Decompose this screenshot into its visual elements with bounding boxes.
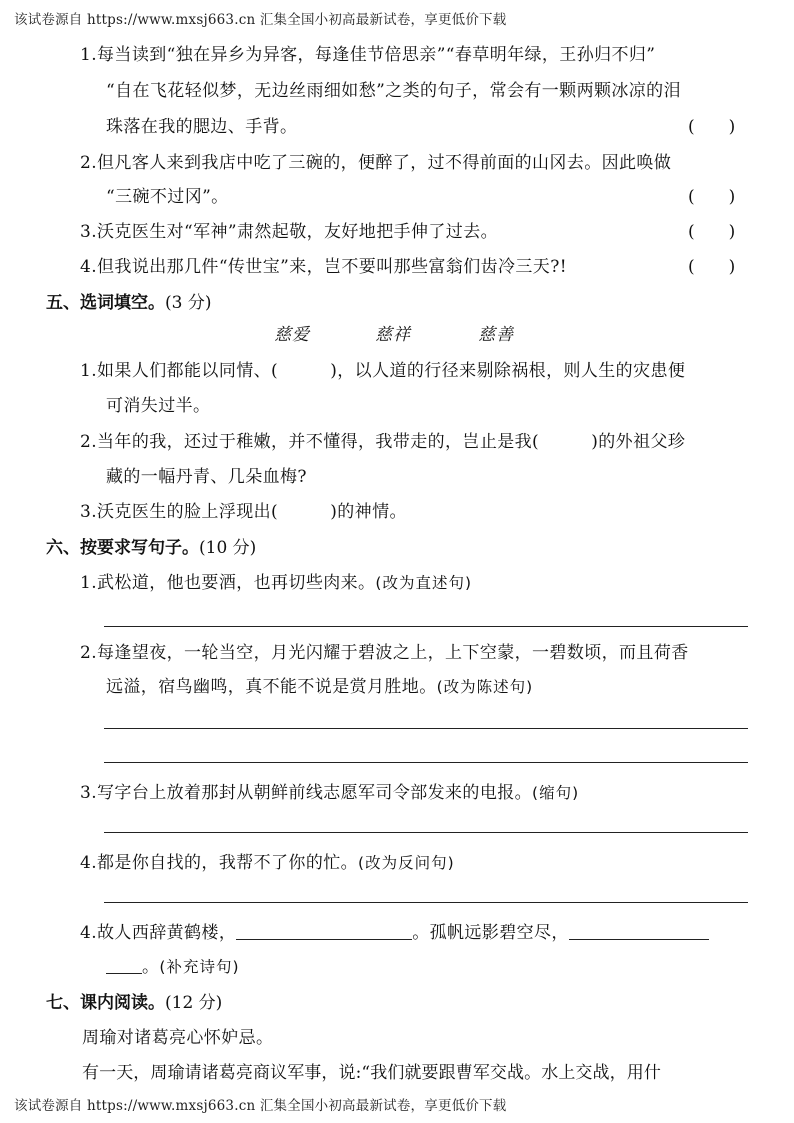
- section7-heading: [46, 988, 222, 1013]
- section-title: 七、课内阅读。: [46, 993, 165, 1013]
- source-banner: 该试卷源自 https://www.mxsj663.cn 汇集全国小初高最新试卷，享更低价下载: [14, 1098, 507, 1114]
- section6-heading: [46, 533, 256, 558]
- word-option: 慈善: [478, 325, 514, 345]
- question-line: 4.但我说出那几件“传世宝”来，岂不要叫那些富翁们齿冷三天?!: [80, 257, 567, 277]
- question-requirement: (补充诗句): [159, 958, 240, 976]
- question-requirement: (缩句): [532, 784, 580, 802]
- question-line: 3.沃克医生的脸上浮现出( )的神情。: [80, 502, 407, 522]
- word-option: 慈祥: [375, 325, 411, 345]
- question-line: 3.沃克医生对“军神”肃然起敬，友好地把手伸了过去。: [80, 222, 499, 242]
- section-points: (10 分): [199, 538, 257, 558]
- question-line: “自在飞花轻似梦，无边丝雨细如愁”之类的句子，常会有一颗两颗冰凉的泪: [106, 81, 681, 101]
- answer-line[interactable]: [104, 902, 748, 903]
- answer-line[interactable]: [104, 832, 748, 833]
- question-line: “三碗不过冈”。: [106, 187, 229, 207]
- section5-heading: [46, 288, 211, 313]
- section-title: 六、按要求写句子。: [46, 538, 199, 558]
- question-requirement: (改为直述句): [375, 574, 473, 592]
- reading-paragraph: 有一天，周瑜请诸葛亮商议军事，说:“我们就要跟曹军交战。水上交战，用什: [82, 1063, 661, 1083]
- question-text: 4.都是你自找的，我帮不了你的忙。: [80, 853, 359, 873]
- word-option: 慈爱: [274, 325, 310, 345]
- section6-question-3: [80, 778, 579, 803]
- poem-blank[interactable]: [569, 923, 709, 940]
- question-line: 珠落在我的腮边、手背。: [106, 117, 298, 137]
- question-line: 藏的一幅丹青、几朵血梅?: [106, 467, 307, 487]
- answer-bracket[interactable]: ( ): [688, 117, 736, 137]
- section6-question-4: [80, 848, 455, 873]
- section6-question-5: [80, 918, 709, 943]
- answer-line[interactable]: [104, 762, 748, 763]
- poem-blank[interactable]: [236, 923, 412, 940]
- question-line: 2.但凡客人来到我店中吃了三碗的，便醉了，过不得前面的山冈去。因此唤做: [80, 153, 672, 173]
- answer-line[interactable]: [104, 728, 748, 729]
- section-points: (3 分): [165, 293, 212, 313]
- question-line: 2.当年的我，还过于稚嫩，并不懂得，我带走的，岂止是我( )的外祖父珍: [80, 432, 686, 452]
- question-line: 1.如果人们都能以同情、( )，以人道的行径来剔除祸根，则人生的灾患便: [80, 361, 686, 381]
- answer-line[interactable]: [104, 626, 748, 627]
- question-text: 远溢，宿鸟幽鸣，真不能不说是赏月胜地。: [106, 677, 437, 697]
- question-line: 可消失过半。: [106, 396, 211, 416]
- section-title: 五、选词填空。: [46, 293, 165, 313]
- section6-question-5-cont: [106, 952, 240, 977]
- question-requirement: (改为反问句): [358, 854, 455, 872]
- source-banner: 该试卷源自 https://www.mxsj663.cn 汇集全国小初高最新试卷，享更低价下载: [14, 12, 507, 28]
- reading-paragraph: 周瑜对诸葛亮心怀妒忌。: [82, 1028, 274, 1048]
- answer-bracket[interactable]: ( ): [688, 187, 736, 207]
- answer-bracket[interactable]: ( ): [688, 257, 736, 277]
- answer-bracket[interactable]: ( ): [688, 222, 736, 242]
- section6-question-1: [80, 568, 472, 593]
- question-line: 1.每当读到“独在异乡为异客，每逢佳节倍思亲”“春草明年绿，王孙归不归”: [80, 45, 656, 65]
- poem-blank[interactable]: [106, 957, 142, 974]
- section-points: (12 分): [165, 993, 223, 1013]
- question-text: 。孤帆远影碧空尽，: [412, 923, 569, 943]
- question-requirement: (改为陈述句): [436, 678, 534, 696]
- question-text: 4.故人西辞黄鹤楼，: [80, 923, 237, 943]
- question-text: 3.写字台上放着那封从朝鲜前线志愿军司令部发来的电报。: [80, 783, 533, 803]
- question-text: 1.武松道，他也要酒，也再切些肉来。: [80, 573, 376, 593]
- section6-question-2-line: 2.每逢望夜，一轮当空，月光闪耀于碧波之上，上下空蒙，一碧数顷，而且荷香: [80, 643, 689, 663]
- section6-question-2-line: [106, 672, 533, 697]
- question-text: 。: [142, 957, 160, 977]
